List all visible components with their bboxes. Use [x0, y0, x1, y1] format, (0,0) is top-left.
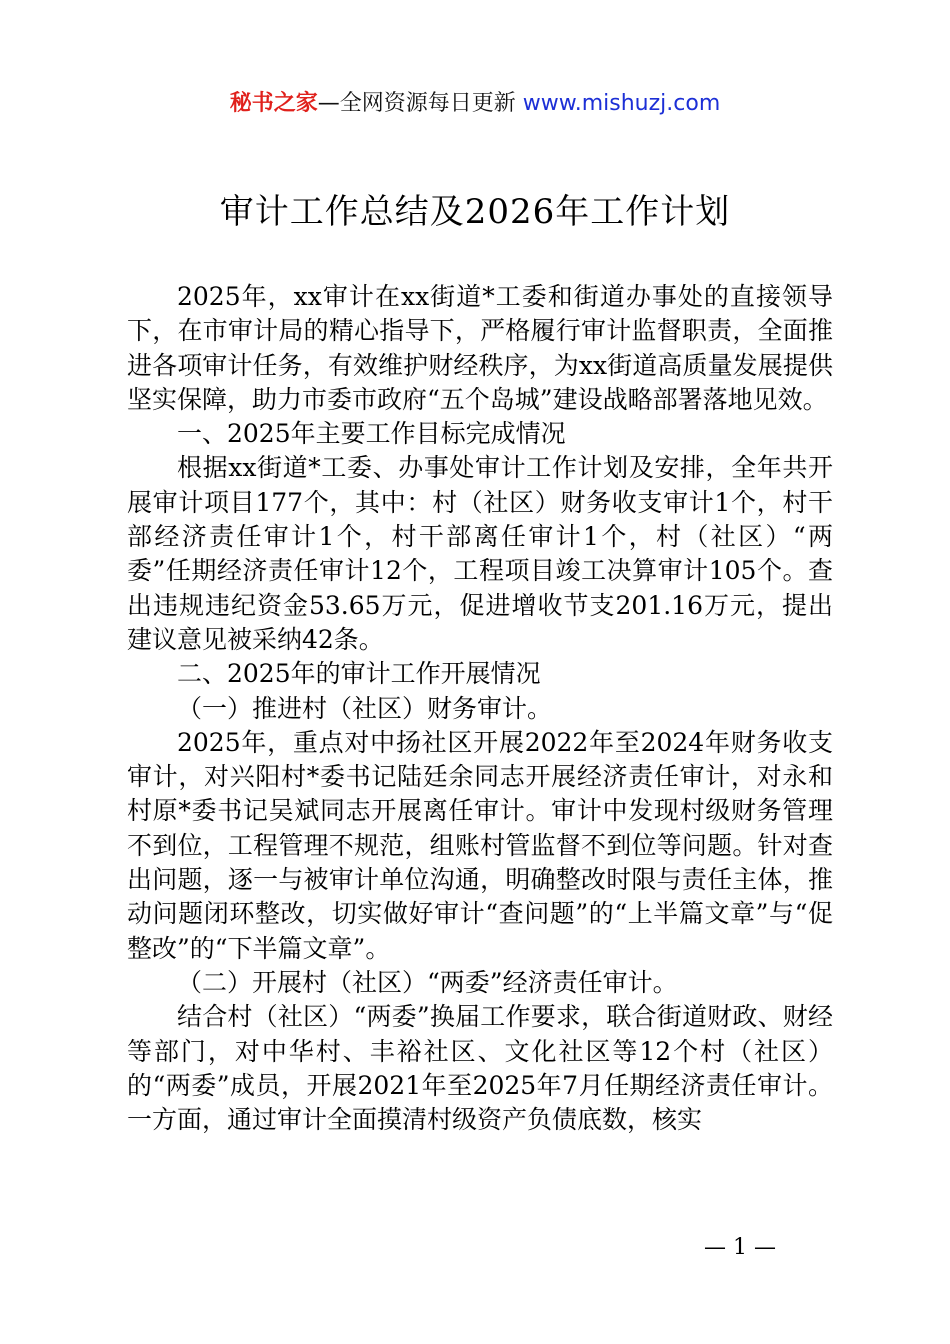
- brand-name: 秘书之家: [229, 91, 318, 116]
- paragraph-section-1: 根据xx街道*工委、办事处审计工作计划及安排，全年共开展审计项目177个，其中：村（社区）财务收支审计1个，村干部经济责任审计1个，村干部离任审计1个，村（社区）“两委”任期经济责任审计12个，工程项目竣工决算审计105个。查出违规违纪资金53.65万元，促进增收节支201.16万元，提出建议意见被采纳42条。: [127, 453, 833, 654]
- page-number: — 1 —: [704, 1235, 776, 1260]
- document-title: 审计工作总结及2026年工作计划: [219, 192, 731, 232]
- subsection-heading-2: （二）开展村（社区）“两委”经济责任审计。: [177, 967, 678, 997]
- site-url-link[interactable]: www.mishuzj.com: [522, 91, 721, 116]
- site-header: [0, 88, 950, 120]
- paragraph-subsection-2: 结合村（社区）“两委”换届工作要求，联合街道财政、财经等部门，对中华村、丰裕社区、文化社区等12个村（社区）的“两委”成员，开展2021年至2025年7月任期经济责任审计。一方面，通过审计全面摸清村级资产负债底数，核实: [127, 1002, 833, 1135]
- subsection-heading-1: （一）推进村（社区）财务审计。: [177, 693, 553, 723]
- paragraph-subsection-1: 2025年，重点对中扬社区开展2022年至2024年财务收支审计，对兴阳村*委书记陆廷余同志开展经济责任审计，对永和村原*委书记吴斌同志开展离任审计。审计中发现村级财务管理不到位，工程管理不规范，组账村管监督不到位等问题。针对查出问题，逐一与被审计单位沟通，明确整改时限与责任主体，推动问题闭环整改，切实做好审计“查问题”的“上半篇文章”与“促整改”的“下半篇文章”。: [127, 727, 833, 963]
- document-body: [127, 280, 833, 1137]
- section-heading-2: 二、2025年的审计工作开展情况: [177, 659, 541, 689]
- section-heading-1: 一、2025年主要工作目标完成情况: [177, 419, 566, 449]
- header-slogan: —全网资源每日更新: [317, 91, 523, 116]
- paragraph-intro: 2025年，xx审计在xx街道*工委和街道办事处的直接领导下，在市审计局的精心指导下，严格履行审计监督职责，全面推进各项审计任务，有效维护财经秩序，为xx街道高质量发展提供坚实保障，助力市委市政府“五个岛城”建设战略部署落地见效。: [127, 282, 833, 414]
